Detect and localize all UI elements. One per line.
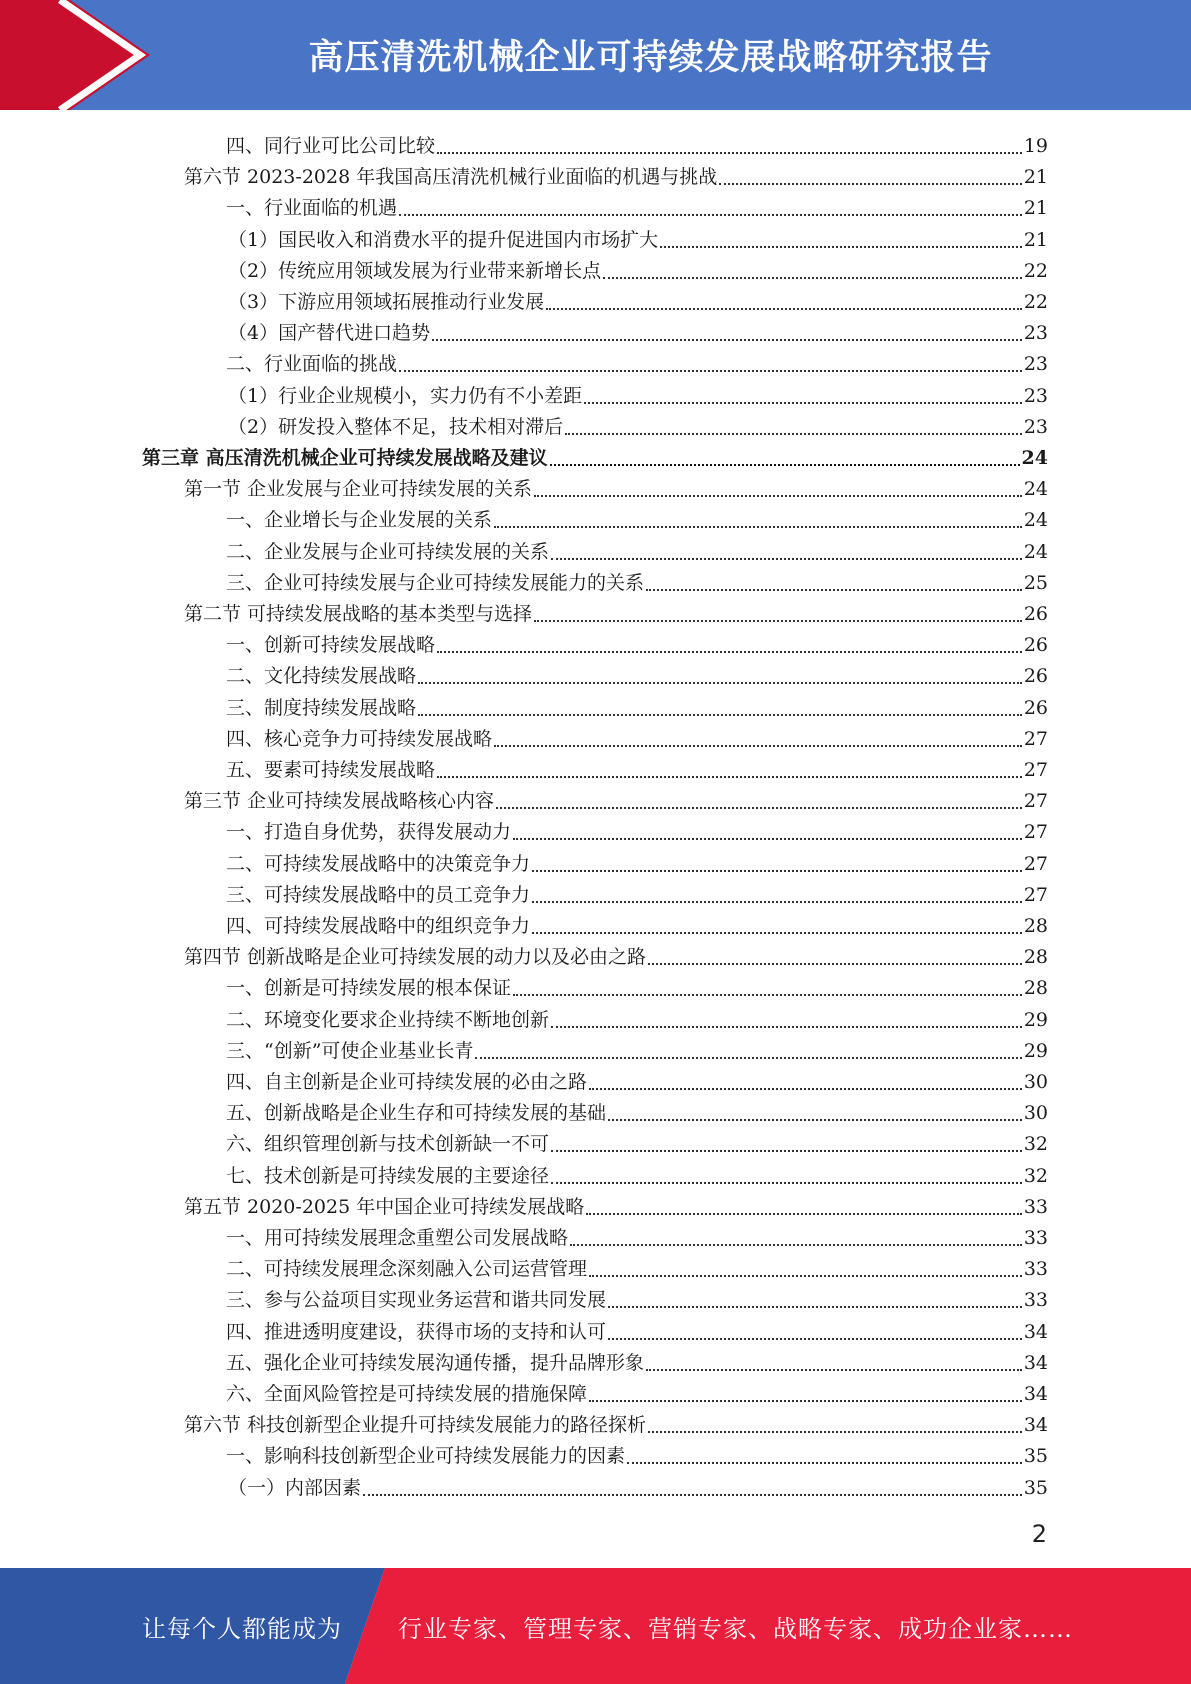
toc-entry[interactable]: [228, 253, 1048, 283]
toc-entry[interactable]: [228, 409, 1048, 439]
toc-entry[interactable]: [228, 1470, 1048, 1500]
document-title: 高压清洗机械企业可持续发展战略研究报告: [308, 38, 993, 78]
toc-entry-title: 二、文化持续发展战略: [226, 665, 417, 688]
toc-entry[interactable]: [226, 627, 1048, 657]
toc-entry[interactable]: [226, 814, 1048, 844]
toc-entry-page: 34: [1023, 1320, 1048, 1343]
toc-entry[interactable]: [226, 690, 1048, 720]
toc-entry-title: 第三章 高压清洗机械企业可持续发展战略及建议: [142, 447, 548, 469]
toc-dot-leader: [589, 1087, 1022, 1090]
toc-entry-page: 24: [1021, 447, 1048, 469]
toc-section[interactable]: [184, 783, 1048, 813]
toc-entry-page: 35: [1023, 1476, 1048, 1499]
toc-dot-leader: [532, 869, 1022, 872]
toc-entry-page: 27: [1023, 759, 1048, 781]
toc-entry-page: 30: [1023, 1071, 1048, 1093]
toc-entry-page: 33: [1023, 1289, 1048, 1312]
toc-dot-leader: [584, 401, 1022, 404]
toc-entry-page: 21: [1023, 228, 1048, 251]
toc-entry[interactable]: [226, 1438, 1048, 1468]
toc-entry[interactable]: [226, 1002, 1048, 1032]
toc-dot-leader: [551, 1025, 1022, 1028]
toc-dot-leader: [608, 1118, 1022, 1121]
toc-entry-page: 26: [1023, 634, 1048, 657]
toc-dot-leader: [608, 1305, 1022, 1308]
toc-entry-title: 四、同行业可比公司比较: [226, 135, 436, 157]
toc-entry[interactable]: [226, 502, 1048, 532]
toc-entry[interactable]: [226, 658, 1048, 688]
toc-dot-leader: [418, 713, 1022, 716]
toc-entry-title: 二、行业面临的挑战: [226, 353, 398, 376]
toc-entry[interactable]: [228, 315, 1048, 345]
toc-entry-page: 27: [1023, 790, 1048, 813]
toc-dot-leader: [513, 837, 1022, 840]
toc-entry[interactable]: [226, 1126, 1048, 1156]
toc-dot-leader: [532, 900, 1022, 903]
toc-dot-leader: [719, 182, 1022, 185]
toc-entry-title: 一、创新是可持续发展的根本保证: [226, 977, 512, 1000]
toc-section[interactable]: [184, 1189, 1048, 1219]
toc-dot-leader: [627, 1461, 1022, 1464]
toc-dot-leader: [546, 307, 1022, 310]
toc-entry[interactable]: [226, 908, 1048, 938]
toc-entry-page: 23: [1023, 353, 1048, 376]
toc-entry-page: 27: [1023, 883, 1048, 906]
toc-dot-leader: [534, 494, 1022, 497]
toc-entry-page: 28: [1023, 915, 1048, 937]
toc-entry-title: 三、“创新”可使企业基业长青: [226, 1039, 474, 1062]
toc-entry-title: 五、强化企业可持续发展沟通传播，提升品牌形象: [226, 1351, 645, 1374]
toc-entry-title: 五、创新战略是企业生存和可持续发展的基础: [226, 1102, 607, 1125]
toc-entry-title: 第三节 企业可持续发展战略核心内容: [184, 790, 495, 813]
toc-entry[interactable]: [228, 222, 1048, 252]
toc-entry-title: 一、企业增长与企业发展的关系: [226, 509, 493, 532]
toc-dot-leader: [532, 931, 1022, 934]
toc-entry-page: 26: [1023, 696, 1048, 719]
toc-entry-title: 六、组织管理创新与技术创新缺一不可: [226, 1133, 550, 1156]
toc-entry[interactable]: [226, 1095, 1048, 1125]
toc-section[interactable]: [184, 596, 1048, 626]
footer-band: [0, 1568, 1191, 1684]
toc-dot-leader: [494, 525, 1022, 528]
footer-slogan-left: 让每个人都能成为: [142, 1614, 342, 1643]
toc-dot-leader: [646, 1368, 1022, 1371]
toc-entry-title: 二、环境变化要求企业持续不断地创新: [226, 1008, 550, 1031]
toc-entry[interactable]: [226, 1251, 1048, 1281]
toc-entry-title: 六、全面风险管控是可持续发展的措施保障: [226, 1383, 588, 1405]
toc-entry-page: 27: [1023, 727, 1048, 750]
toc-entry-title: 四、核心竞争力可持续发展战略: [226, 727, 493, 750]
toc-dot-leader: [551, 557, 1022, 560]
toc-entry-title: （2）传统应用领域发展为行业带来新增长点: [228, 259, 602, 282]
toc-entry-title: 三、参与公益项目实现业务运营和谐共同发展: [226, 1289, 607, 1312]
toc-entry[interactable]: [226, 1282, 1048, 1312]
toc-entry-page: 33: [1023, 1258, 1048, 1281]
toc-chapter[interactable]: [142, 440, 1048, 470]
toc-dot-leader: [437, 775, 1022, 778]
toc-entry-page: 24: [1023, 540, 1048, 563]
toc-dot-leader: [437, 650, 1022, 653]
toc-dot-leader: [660, 245, 1022, 248]
toc-dot-leader: [648, 1430, 1022, 1433]
toc-dot-leader: [418, 681, 1022, 684]
toc-dot-leader: [570, 1243, 1022, 1246]
toc-entry-title: 三、制度持续发展战略: [226, 696, 417, 719]
toc-section[interactable]: [184, 939, 1048, 969]
toc-dot-leader: [437, 151, 1022, 154]
toc-entry-title: （1）国民收入和消费水平的提升促进国内市场扩大: [228, 228, 659, 251]
toc-entry[interactable]: [226, 877, 1048, 907]
toc-entry-title: 第一节 企业发展与企业可持续发展的关系: [184, 478, 533, 501]
toc-dot-leader: [648, 962, 1022, 965]
toc-dot-leader: [534, 619, 1022, 622]
toc-entry[interactable]: [226, 565, 1048, 595]
toc-entry-page: 19: [1023, 135, 1048, 157]
toc-dot-leader: [586, 1212, 1022, 1215]
toc-entry-page: 29: [1023, 1008, 1048, 1031]
toc-entry-title: （2）研发投入整体不足，技术相对滞后: [228, 415, 564, 438]
toc-entry[interactable]: [226, 1314, 1048, 1344]
toc-entry[interactable]: [226, 1033, 1048, 1063]
toc-entry-page: 22: [1023, 259, 1048, 282]
toc-entry-title: 四、可持续发展战略中的组织竞争力: [226, 915, 531, 937]
toc-section[interactable]: [184, 1407, 1048, 1437]
toc-entry-page: 21: [1023, 197, 1048, 220]
toc-entry-title: （3）下游应用领域拓展推动行业发展: [228, 291, 545, 313]
toc-entry-title: 四、自主创新是企业可持续发展的必由之路: [226, 1071, 588, 1093]
page-number: 2: [1031, 1520, 1047, 1548]
toc-entry-title: 三、企业可持续发展与企业可持续发展能力的关系: [226, 571, 645, 594]
toc-entry-title: 五、要素可持续发展战略: [226, 759, 436, 781]
toc-entry-page: 22: [1023, 291, 1048, 313]
toc-entry-title: 一、创新可持续发展战略: [226, 634, 436, 657]
toc-entry-page: 23: [1023, 384, 1048, 407]
toc-entry-page: 23: [1023, 415, 1048, 438]
toc-entry[interactable]: [226, 1376, 1048, 1406]
toc-entry[interactable]: [226, 721, 1048, 751]
toc-entry[interactable]: [226, 534, 1048, 564]
toc-entry-title: 二、可持续发展理念深刻融入公司运营管理: [226, 1258, 588, 1281]
toc-dot-leader: [494, 744, 1022, 747]
toc-entry[interactable]: [228, 284, 1048, 314]
footer-slogan-right: 行业专家、管理专家、营销专家、战略专家、成功企业家……: [398, 1614, 1073, 1643]
toc-entry-page: 33: [1023, 1227, 1048, 1249]
toc-dot-leader: [513, 993, 1022, 996]
toc-entry-page: 26: [1023, 603, 1048, 625]
toc-dot-leader: [432, 338, 1022, 341]
toc-entry-page: 21: [1023, 166, 1048, 189]
toc-dot-leader: [646, 588, 1022, 591]
toc-dot-leader: [589, 1399, 1022, 1402]
toc-entry[interactable]: [226, 1220, 1048, 1250]
toc-entry-page: 24: [1023, 509, 1048, 532]
toc-entry-title: 第六节 2023-2028 年我国高压清洗机械行业面临的机遇与挑战: [184, 166, 718, 189]
toc-entry-page: 34: [1023, 1383, 1048, 1405]
toc-dot-leader: [363, 1493, 1022, 1496]
toc-entry[interactable]: [226, 1158, 1048, 1188]
toc-entry-page: 28: [1023, 977, 1048, 1000]
toc-entry-page: 35: [1023, 1445, 1048, 1468]
toc-entry[interactable]: [226, 1064, 1048, 1094]
toc-dot-leader: [399, 369, 1022, 372]
toc-entry[interactable]: [226, 1345, 1048, 1375]
toc-entry-title: 一、打造自身优势，获得发展动力: [226, 821, 512, 844]
toc-dot-leader: [496, 806, 1022, 809]
toc-entry-title: 七、技术创新是可持续发展的主要途径: [226, 1164, 550, 1187]
toc-section[interactable]: [184, 159, 1048, 189]
toc-dot-leader: [589, 1274, 1022, 1277]
toc-entry-title: 第二节 可持续发展战略的基本类型与选择: [184, 603, 533, 625]
toc-entry-page: 32: [1023, 1133, 1048, 1156]
toc-entry-page: 29: [1023, 1039, 1048, 1062]
toc-entry[interactable]: [226, 128, 1048, 158]
toc-entry-title: 一、行业面临的机遇: [226, 197, 398, 220]
toc-entry-title: （4）国产替代进口趋势: [228, 322, 431, 345]
toc-dot-leader: [608, 1337, 1022, 1340]
toc-entry-title: 第四节 创新战略是企业可持续发展的动力以及必由之路: [184, 946, 647, 969]
toc-entry-page: 25: [1023, 571, 1048, 594]
toc-dot-leader: [550, 463, 1020, 466]
toc-entry-title: 第五节 2020-2025 年中国企业可持续发展战略: [184, 1195, 585, 1218]
toc-entry[interactable]: [228, 378, 1048, 408]
toc-entry-title: 第六节 科技创新型企业提升可持续发展能力的路径探析: [184, 1414, 647, 1437]
toc-entry-title: 三、可持续发展战略中的员工竞争力: [226, 883, 531, 906]
toc-entry-title: 一、影响科技创新型企业可持续发展能力的因素: [226, 1445, 626, 1468]
toc-entry-title: （一）内部因素: [228, 1476, 362, 1499]
toc-entry[interactable]: [226, 970, 1048, 1000]
toc-entry-page: 27: [1023, 821, 1048, 844]
toc-entry[interactable]: [226, 190, 1048, 220]
toc-entry-page: 27: [1023, 852, 1048, 875]
toc-entry-title: 四、推进透明度建设，获得市场的支持和认可: [226, 1320, 607, 1343]
toc-entry-title: 一、用可持续发展理念重塑公司发展战略: [226, 1227, 569, 1249]
toc-entry-page: 28: [1023, 946, 1048, 969]
toc-entry-title: （1）行业企业规模小，实力仍有不小差距: [228, 384, 583, 407]
toc-entry-page: 23: [1023, 322, 1048, 345]
toc-entry-page: 24: [1023, 478, 1048, 501]
toc-entry-page: 33: [1023, 1195, 1048, 1218]
toc-entry-title: 二、可持续发展战略中的决策竞争力: [226, 852, 531, 875]
header-band: [0, 0, 1191, 110]
toc-entry[interactable]: [226, 346, 1048, 376]
toc-dot-leader: [475, 1056, 1021, 1059]
toc-dot-leader: [399, 213, 1022, 216]
toc-dot-leader: [565, 432, 1022, 435]
toc-entry-page: 34: [1023, 1414, 1048, 1437]
toc-dot-leader: [551, 1181, 1022, 1184]
toc-dot-leader: [551, 1149, 1022, 1152]
toc-entry-page: 26: [1023, 665, 1048, 688]
toc-entry-page: 30: [1023, 1102, 1048, 1125]
toc-section[interactable]: [184, 471, 1048, 501]
toc-dot-leader: [603, 276, 1022, 279]
toc-entry-title: 二、企业发展与企业可持续发展的关系: [226, 540, 550, 563]
toc-entry-page: 32: [1023, 1164, 1048, 1187]
toc-entry-page: 34: [1023, 1351, 1048, 1374]
toc-entry[interactable]: [226, 752, 1048, 782]
toc-entry[interactable]: [226, 846, 1048, 876]
